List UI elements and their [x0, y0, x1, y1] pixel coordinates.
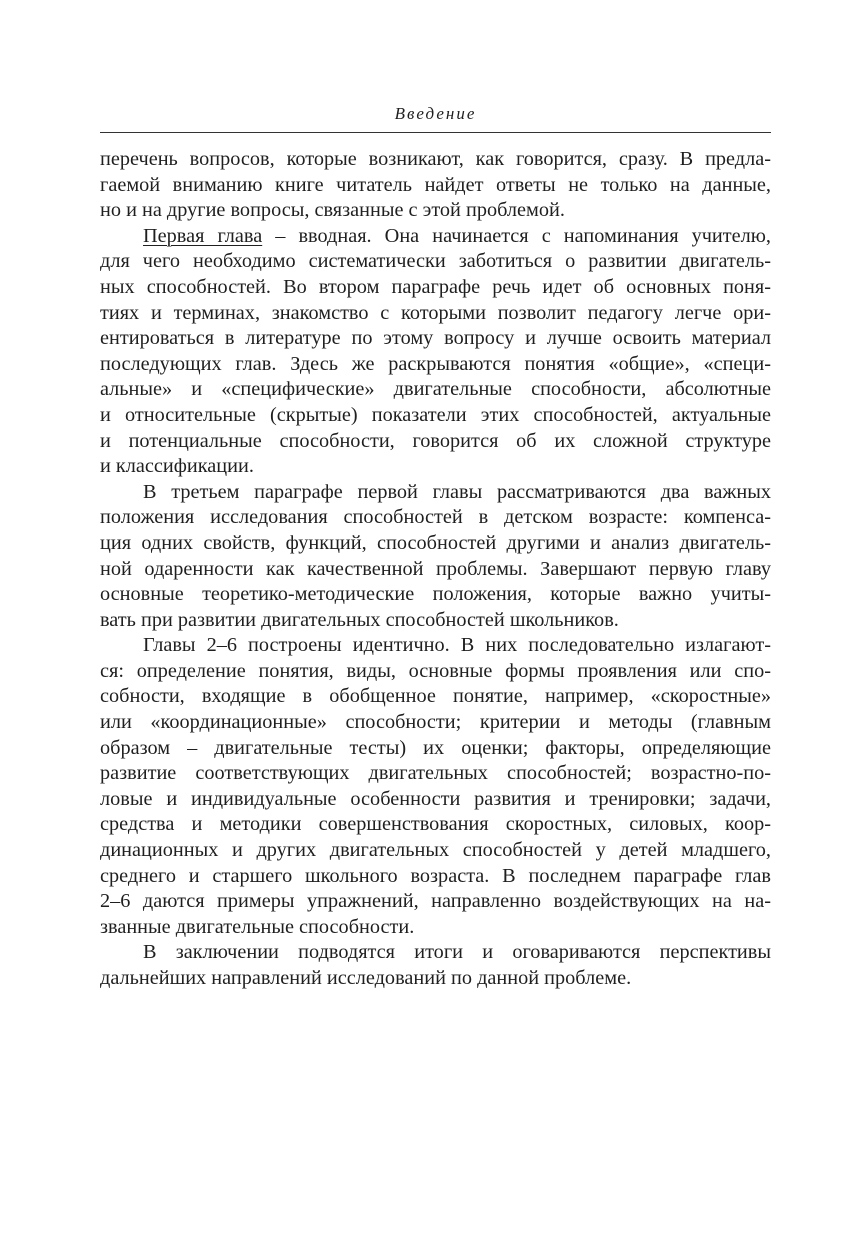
text-line: последующих глав. Здесь же раскрываются понятия «общие», «специ- [100, 352, 771, 375]
text-line: и классификации. [100, 455, 254, 478]
paragraph [100, 147, 771, 224]
text-line: или «координационные» способности; критерии и методы (главным [100, 711, 771, 734]
text-line: гаемой вниманию книге читатель найдет ответы не только на данные, [100, 173, 771, 196]
text-line: тиях и терминах, знакомство с которыми позволит педагогу легче ори- [100, 301, 771, 324]
underlined-term: Первая глава [143, 224, 263, 247]
text-line [100, 224, 771, 250]
text-line: В заключении подводятся итоги и оговариваются перспективы [143, 941, 771, 964]
text-line: дальнейших направлений исследований по данной проблеме. [100, 967, 632, 989]
text-line: динационных и других двигательных способностей у детей младшего, [100, 839, 771, 862]
text-line: Главы 2–6 построены идентично. В них последовательно излагают- [143, 634, 771, 657]
paragraph [100, 480, 771, 634]
text-line: ся: определение понятия, виды, основные формы проявления или спо- [100, 659, 771, 682]
text-line: средства и методики совершенствования скоростных, силовых, коор- [100, 813, 771, 836]
text-line: 2–6 даются примеры упражнений, направленно воздействующих на на- [100, 890, 771, 913]
text-line: среднего и старшего школьного возраста. В последнем параграфе глав [100, 864, 771, 887]
text-line: ловые и индивидуальные особенности развития и тренировки; задачи, [100, 787, 771, 810]
text-line: и относительные (скрытые) показатели этих способностей, актуальные [100, 403, 771, 426]
text-line: ентироваться в литературе по этому вопросу и лучше освоить материал [100, 327, 771, 350]
text-line: развитие соответствующих двигательных способностей; возрастно-по- [100, 762, 771, 785]
text-line: ных способностей. Во втором параграфе речь идет об основных поня- [100, 275, 771, 298]
text-line: основные теоретико-методические положения, которые важно учиты- [100, 583, 771, 606]
paragraph [100, 633, 771, 940]
text-line: и потенциальные способности, говорится об их сложной структуре [100, 429, 771, 452]
header-rule [100, 132, 771, 133]
text-line: В третьем параграфе первой главы рассматриваются два важных [143, 480, 771, 503]
text-line: перечень вопросов, которые возникают, как говорится, сразу. В предла- [100, 148, 771, 170]
text-line: званные двигательные способности. [100, 915, 415, 938]
text-line: альные» и «специфические» двигательные способности, абсолютные [100, 378, 771, 401]
text-line: образом – двигательные тесты) их оценки; факторы, определяющие [100, 736, 771, 759]
text-line: для чего необходимо систематически заботиться о развитии двигатель- [100, 250, 771, 273]
paragraph [100, 224, 771, 480]
paragraph [100, 940, 771, 991]
running-head: Введение [394, 104, 477, 123]
body-text [100, 147, 771, 992]
text-line: но и на другие вопросы, связанные с этой проблемой. [100, 199, 565, 222]
text-line: положения исследования способностей в детском возрасте: компенса- [100, 506, 771, 529]
text-line: ция одних свойств, функций, способностей другими и анализ двигатель- [100, 531, 771, 554]
text-run: – вводная. Она начинается с напоминания учителю, [262, 224, 771, 247]
text-line: ной одаренности как качественной проблемы. Завершают первую главу [100, 557, 771, 580]
text-line: собности, входящие в обобщенное понятие, например, «скоростные» [100, 685, 771, 708]
text-line: вать при развитии двигательных способностей школьников. [100, 608, 619, 631]
